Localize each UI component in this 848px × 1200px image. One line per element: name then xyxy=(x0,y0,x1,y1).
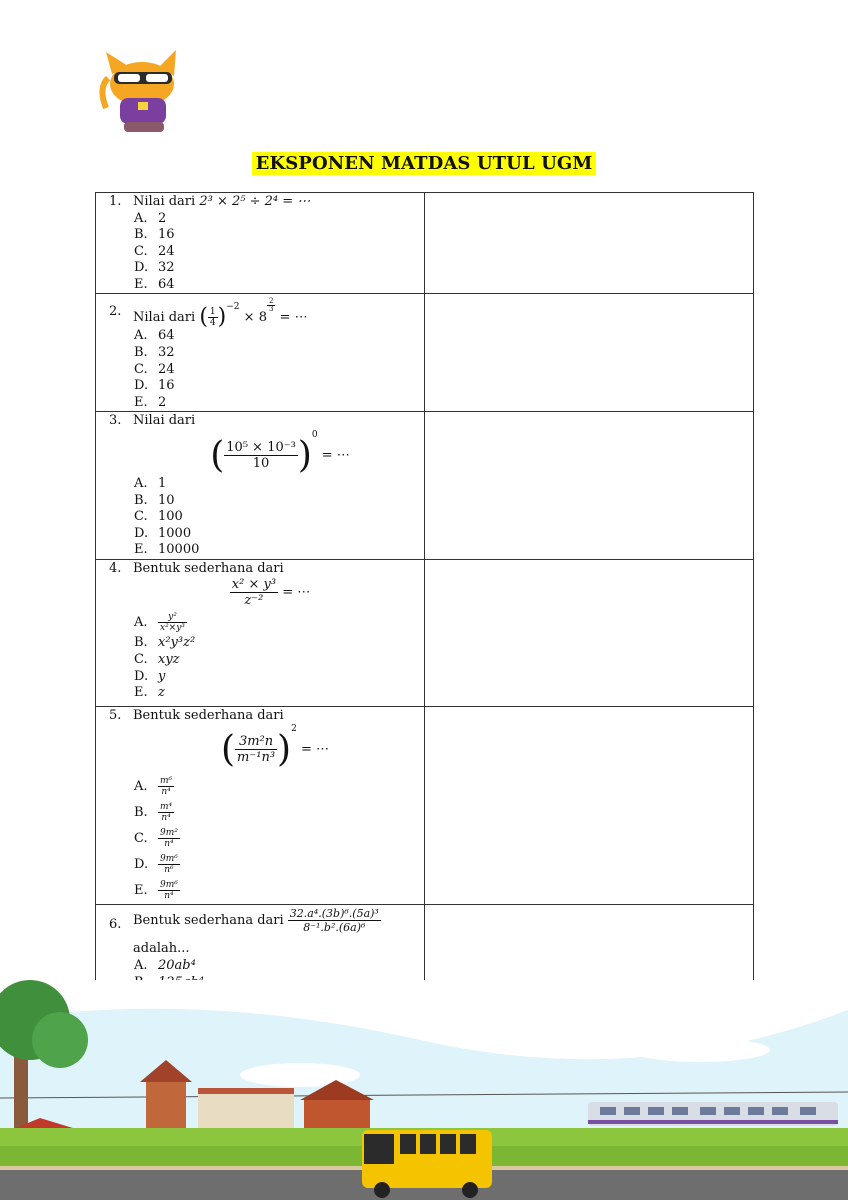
question-row xyxy=(96,294,754,412)
option-item[interactable] xyxy=(96,526,424,543)
display-expression: ( $\frac{\text{3m²n}}{\text{m⁻¹n³}}$ )$^2$ = ⋯ xyxy=(221,724,329,771)
question-cell xyxy=(96,905,425,992)
question-cell xyxy=(96,559,425,706)
display-expression: ( $\frac{\text{10⁵ × 10⁻³}}{10}$ )$^0$ = ⋯ xyxy=(210,429,350,476)
option-letter: C. xyxy=(134,361,148,377)
cat-mascot-logo xyxy=(98,48,182,136)
option-letter: C. xyxy=(134,509,148,525)
option-text: 32 xyxy=(158,260,175,276)
option-fraction: $\frac{\text{9m⁶}}{\text{n⁶}}$ xyxy=(160,854,178,876)
option-item[interactable] xyxy=(96,542,424,559)
option-text: 2 xyxy=(158,210,167,226)
question-row xyxy=(96,559,754,706)
option-text: 64 xyxy=(158,276,175,292)
answer-cell xyxy=(425,294,754,412)
option-text: 20ab⁴ xyxy=(158,957,196,973)
question-cell xyxy=(96,706,425,905)
question-lead: Bentuk sederhana dari xyxy=(133,913,284,929)
option-letter: D. xyxy=(134,525,149,541)
option-letter: D. xyxy=(134,857,149,873)
question-number: 2. xyxy=(109,304,122,320)
question-number: 1. xyxy=(109,194,122,209)
option-item[interactable] xyxy=(96,345,424,362)
question-row xyxy=(96,412,754,559)
option-item[interactable] xyxy=(96,227,424,244)
option-text: 100 xyxy=(158,509,183,525)
option-item[interactable] xyxy=(96,800,424,826)
option-text: 10 xyxy=(158,492,175,508)
option-letter: B. xyxy=(134,492,148,508)
display-expression: $\frac{\text{x² × y³}}{\text{z⁻²}}$ = ⋯ xyxy=(231,577,311,609)
option-item[interactable] xyxy=(96,611,424,635)
question-cell: 2. Nilai dari ( $\frac{1}{4}$ )$^{-2}$ × 8 $\frac{2}{3}$ = ⋯ A. 64 B. 32 C. 24 D. 16 E. 2 xyxy=(96,294,425,412)
option-item[interactable] xyxy=(96,774,424,800)
option-item[interactable] xyxy=(96,852,424,878)
option-text: y xyxy=(158,668,166,684)
option-fraction: $\frac{\text{m⁴}}{\text{n⁴}}$ xyxy=(160,802,173,824)
option-text: z xyxy=(158,685,165,701)
option-letter: B. xyxy=(134,227,148,243)
question-fraction: $\frac{\text{x² × y³}}{\text{z⁻²}}$ xyxy=(231,577,277,609)
option-text: 10000 xyxy=(158,542,200,558)
option-item[interactable] xyxy=(96,362,424,379)
question-cell xyxy=(96,412,425,559)
footer-illustration xyxy=(0,980,848,1200)
option-item[interactable] xyxy=(96,476,424,493)
question-number: 4. xyxy=(109,560,122,576)
question-row xyxy=(96,905,754,992)
question-fraction: $\frac{\text{32.a⁴.(3b)⁶.(5a)³}}{\text{8⁻¹.b².(6a)⁶}}$ xyxy=(289,907,379,935)
option-text: 16 xyxy=(158,378,175,394)
option-text: 32 xyxy=(158,345,175,361)
page-title: EKSPONEN MATDAS UTUL UGM xyxy=(252,152,597,175)
option-letter: E. xyxy=(134,394,148,410)
question-lead: Nilai dari xyxy=(133,194,196,209)
question-lead: Bentuk sederhana dari xyxy=(133,707,284,723)
option-letter: B. xyxy=(134,805,148,821)
option-item[interactable] xyxy=(96,378,424,395)
answer-cell xyxy=(425,559,754,706)
answer-cell xyxy=(425,706,754,905)
option-item[interactable] xyxy=(96,260,424,277)
option-text: xyz xyxy=(158,652,180,667)
question-cell xyxy=(96,193,425,294)
option-letter: C. xyxy=(134,831,148,847)
option-fraction: $\frac{\text{m⁶}}{\text{n⁴}}$ xyxy=(160,776,173,798)
question-fraction: $\frac{\text{10⁵ × 10⁻³}}{10}$ xyxy=(226,439,296,471)
question-number: 5. xyxy=(109,707,122,723)
option-item[interactable] xyxy=(96,685,424,702)
question-row xyxy=(96,706,754,905)
question-fraction: $\frac{\text{3m²n}}{\text{m⁻¹n³}}$ xyxy=(237,734,276,766)
option-fraction: $\frac{\text{9m⁶}}{\text{n⁴}}$ xyxy=(160,880,178,902)
option-letter: A. xyxy=(134,210,148,226)
option-item[interactable] xyxy=(96,277,424,294)
answer-cell xyxy=(425,905,754,992)
question-fraction: $\frac{1}{4}$ xyxy=(209,307,216,329)
question-expression: 2³ × 2⁵ ÷ 2⁴ = ⋯ xyxy=(199,194,311,209)
option-letter: D. xyxy=(134,260,149,276)
option-letter: D. xyxy=(134,378,149,394)
option-text: 2 xyxy=(158,394,167,410)
option-text: x²y³z² xyxy=(158,635,196,651)
question-lead: Nilai dari xyxy=(133,413,196,429)
option-item[interactable] xyxy=(96,652,424,669)
option-letter: A. xyxy=(134,475,148,491)
question-continuation: adalah... xyxy=(133,941,190,957)
option-item[interactable] xyxy=(96,244,424,261)
option-letter: B. xyxy=(134,345,148,361)
option-letter: C. xyxy=(134,652,148,667)
option-item[interactable] xyxy=(96,211,424,228)
option-letter: E. xyxy=(134,276,148,292)
option-letter: C. xyxy=(134,243,148,259)
option-text: 1000 xyxy=(158,525,192,541)
option-text: 16 xyxy=(158,227,175,243)
question-lead: Bentuk sederhana dari xyxy=(133,560,284,576)
answer-cell xyxy=(425,412,754,559)
option-item[interactable] xyxy=(96,635,424,652)
option-letter: E. xyxy=(134,883,148,899)
option-text: 24 xyxy=(158,361,175,377)
option-letter: E. xyxy=(134,685,148,701)
answer-cell xyxy=(425,193,754,294)
option-letter: D. xyxy=(134,668,149,684)
option-letter: B. xyxy=(134,635,148,651)
option-text: 24 xyxy=(158,243,175,259)
option-letter: A. xyxy=(134,957,148,973)
option-fraction: $\frac{\text{9m²}}{\text{n⁴}}$ xyxy=(160,828,178,850)
option-letter: A. xyxy=(134,328,148,344)
question-number: 6. xyxy=(109,917,122,933)
question-row xyxy=(96,193,754,294)
option-letter: A. xyxy=(134,779,148,795)
option-fraction: $\frac{\text{y²}}{\text{x²×y³}}$ xyxy=(160,612,185,634)
question-lead: Nilai dari xyxy=(133,310,196,326)
option-item[interactable] xyxy=(96,493,424,510)
option-text: 1 xyxy=(158,475,167,491)
option-text: 64 xyxy=(158,328,175,344)
option-item[interactable] xyxy=(96,958,424,975)
question-number: 3. xyxy=(109,413,122,429)
option-letter: A. xyxy=(134,615,148,631)
option-item[interactable] xyxy=(96,826,424,852)
option-item[interactable] xyxy=(96,878,424,904)
option-item[interactable] xyxy=(96,328,424,345)
option-item[interactable] xyxy=(96,509,424,526)
option-letter: E. xyxy=(134,542,148,558)
option-item[interactable] xyxy=(96,395,424,412)
question-table xyxy=(95,192,754,992)
option-item[interactable] xyxy=(96,669,424,686)
